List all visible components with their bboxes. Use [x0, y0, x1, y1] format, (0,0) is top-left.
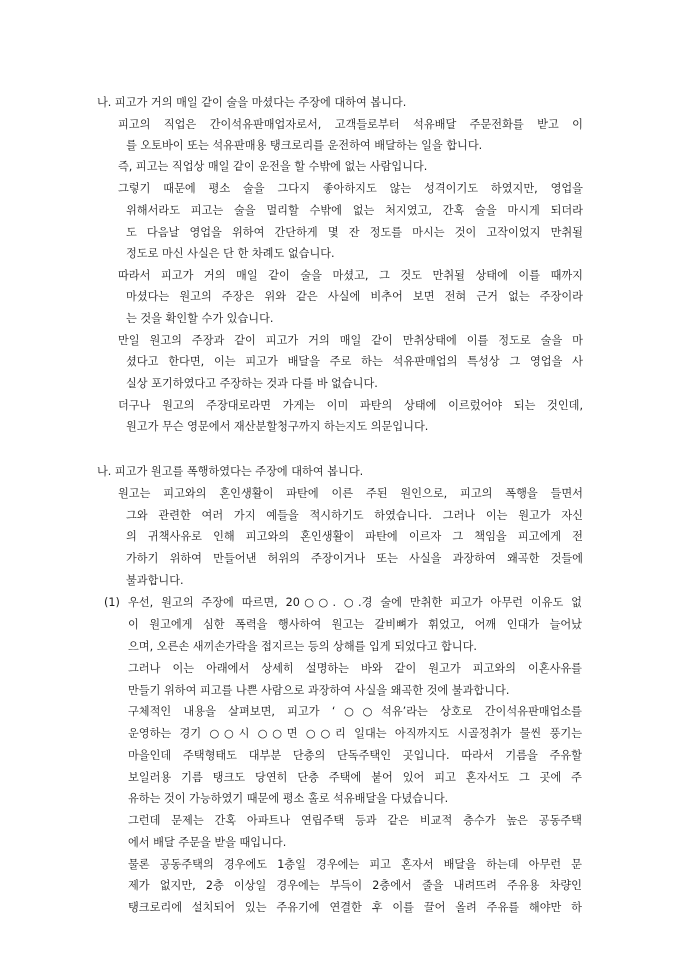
paragraph-line: 더구나 원고의 주장대로라면 가게는 이미 파탄의 상태에 이르렀어야 되는 것인데, — [118, 399, 583, 412]
paragraph-line: 이 원고에게 심한 폭력을 행사하여 원고는 갈비뼈가 휘었고, 어깨 인대가 늘어났 — [128, 618, 582, 631]
paragraph-line: 구체적인 내용을 살펴보면, 피고가 ‘○○석유’라는 상호로 간이석유판매업소를 — [128, 705, 582, 718]
paragraph-line: 그렇기 때문에 평소 술을 그다지 좋아하지도 않는 성격이기도 하였지만, 영업을 — [118, 182, 583, 195]
paragraph-line: 가하기 위하여 만들어낸 허위의 주장이거나 또는 사실을 과장하여 왜곡한 것들에 — [126, 552, 583, 565]
paragraph-line: 우선, 원고의 주장에 따르면, 20○○. ○.경 술에 만취한 피고가 아무런 이유도 없 — [128, 596, 582, 609]
paragraph-line: 만일 원고의 주장과 같이 피고가 거의 매일 같이 만취상태에 이를 정도로 술을 마 — [118, 334, 583, 347]
paragraph-line: 정도로 마신 사실은 단 한 차례도 없습니다. — [126, 247, 335, 260]
paragraph-line: 제가 없지만, 2층 이상일 경우에는 부득이 2층에서 줄을 내려뜨려 주유용 차량인 — [128, 879, 582, 892]
paragraph-line: 실상 포기하였다고 주장하는 것과 다를 바 없습니다. — [126, 377, 378, 390]
section-heading-assault: 나. 피고가 원고를 폭행하였다는 주장에 대하여 봅니다. — [97, 465, 364, 478]
paragraph-line: 유하는 것이 가능하였기 때문에 평소 홀로 석유배달을 다녔습니다. — [128, 792, 449, 805]
paragraph-line: 그와 관련한 여러 가지 예들을 적시하기도 하였습니다. 그러나 이는 원고가 자신 — [126, 509, 583, 522]
paragraph-line: 셨다고 한다면, 이는 피고가 배달을 주로 하는 석유판매업의 특성상 그 영업을 사 — [126, 355, 583, 368]
item-number: (1) — [104, 596, 120, 609]
paragraph-line: 운영하는 경기 ○○시 ○○면 ○○리 일대는 아직까지도 시골정취가 물씬 풍기는 — [128, 727, 582, 740]
paragraph-line: 으며, 오른손 새끼손가락을 접지르는 등의 상해를 입게 되었다고 합니다. — [128, 640, 477, 653]
paragraph-line: 물론 공동주택의 경우에도 1층일 경우에는 피고 혼자서 배달을 하는데 아무런 문 — [128, 858, 582, 871]
paragraph-line: 피고의 직업은 간이석유판매업자로서, 고객들로부터 석유배달 주문전화를 받고 이 — [118, 118, 583, 131]
paragraph-line: 그러나 이는 아래에서 상세히 설명하는 바와 같이 원고가 피고와의 이혼사유를 — [128, 662, 582, 675]
section-heading-drinking: 나. 피고가 거의 매일 같이 술을 마셨다는 주장에 대하여 봅니다. — [97, 96, 407, 109]
paragraph-line: 즉, 피고는 직업상 매일 같이 운전을 할 수밖에 없는 사람입니다. — [118, 160, 428, 173]
paragraph-line: 마을인데 주택형태도 대부분 단층의 단독주택인 곳입니다. 따라서 기름을 주유할 — [128, 749, 582, 762]
paragraph-line: 의 귀책사유로 인해 피고와의 혼인생활이 파탄에 이르자 그 책임을 피고에게 전 — [126, 530, 583, 543]
paragraph-line: 따라서 피고가 거의 매일 같이 술을 마셨고, 그 것도 만취될 상태에 이를 때까지 — [118, 269, 583, 282]
paragraph-line: 는 것을 확인할 수가 있습니다. — [126, 312, 274, 325]
paragraph-line: 도 다음날 영업을 위하여 간단하게 몇 잔 정도를 마시는 것이 고작이었지 만취될 — [126, 226, 583, 239]
paragraph-line: 를 오토바이 또는 석유판매용 탱크로리를 운전하여 배달하는 일을 합니다. — [126, 139, 483, 152]
paragraph-line: 원고는 피고와의 혼인생활이 파탄에 이른 주된 원인으로, 피고의 폭행을 들면서 — [118, 487, 583, 500]
paragraph-line: 만들기 위하여 피고를 나쁜 사람으로 과장하여 사실을 왜곡한 것에 불과합니다. — [128, 684, 510, 697]
paragraph-line: 그런데 문제는 간혹 아파트나 연립주택 등과 같은 비교적 층수가 높은 공동주택 — [128, 814, 582, 827]
paragraph-line: 탱크로리에 설치되어 있는 주유기에 연결한 후 이를 끌어 올려 주유를 해야만 하 — [128, 901, 582, 914]
paragraph-line: 위해서라도 피고는 술을 멀리할 수밖에 없는 처지였고, 간혹 술을 마시게 되더라 — [126, 204, 583, 217]
paragraph-line: 불과합니다. — [126, 574, 184, 587]
paragraph-line: 에서 배달 주문을 받을 때입니다. — [128, 836, 287, 849]
paragraph-line: 마셨다는 원고의 주장은 위와 같은 사실에 비추어 보면 전혀 근거 없는 주장이라 — [126, 290, 583, 303]
paragraph-line: 보일러용 기름 탱크도 당연히 단층 주택에 붙어 있어 피고 혼자서도 그 곳에 주 — [128, 771, 582, 784]
paragraph-line: 원고가 무슨 영문에서 재산분할청구까지 하는지도 의문입니다. — [126, 420, 429, 433]
